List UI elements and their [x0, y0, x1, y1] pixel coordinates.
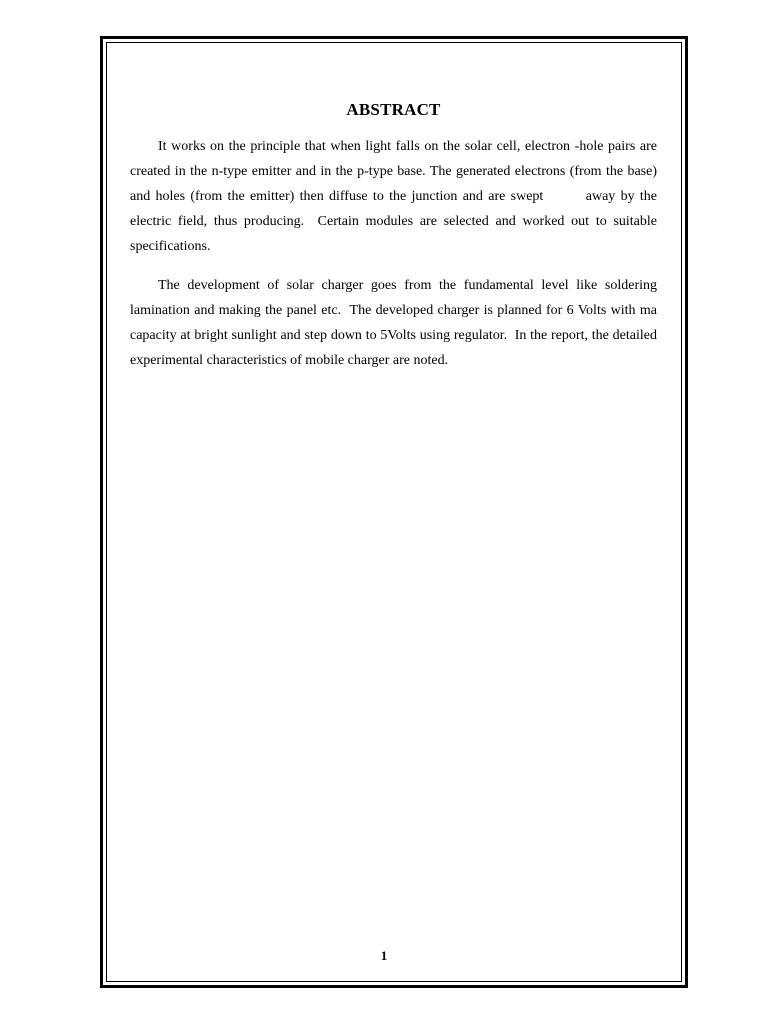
abstract-paragraph-2: The development of solar charger goes from the fundamental level like soldering lamination and making the panel etc. The developed charger is planned for 6 Volts with ma capacity at bright sunlight and step down to 5Volts using regulator. In the report, the detailed experimental characteristics of mobile charger are noted.: [130, 278, 661, 368]
page-number: 1: [380, 948, 388, 963]
document-body: [130, 100, 661, 387]
abstract-heading: ABSTRACT: [346, 100, 441, 119]
abstract-paragraph-1: It works on the principle that when light falls on the solar cell, electron -hole pairs are created in the n-type emitter and in the p-type base. The generated electrons (from the base) and holes (from the emitter) then diffuse to the junction and are swept away by the electric field, thus producing. Certain modules are selected and worked out to suitable specifications.: [130, 139, 661, 254]
